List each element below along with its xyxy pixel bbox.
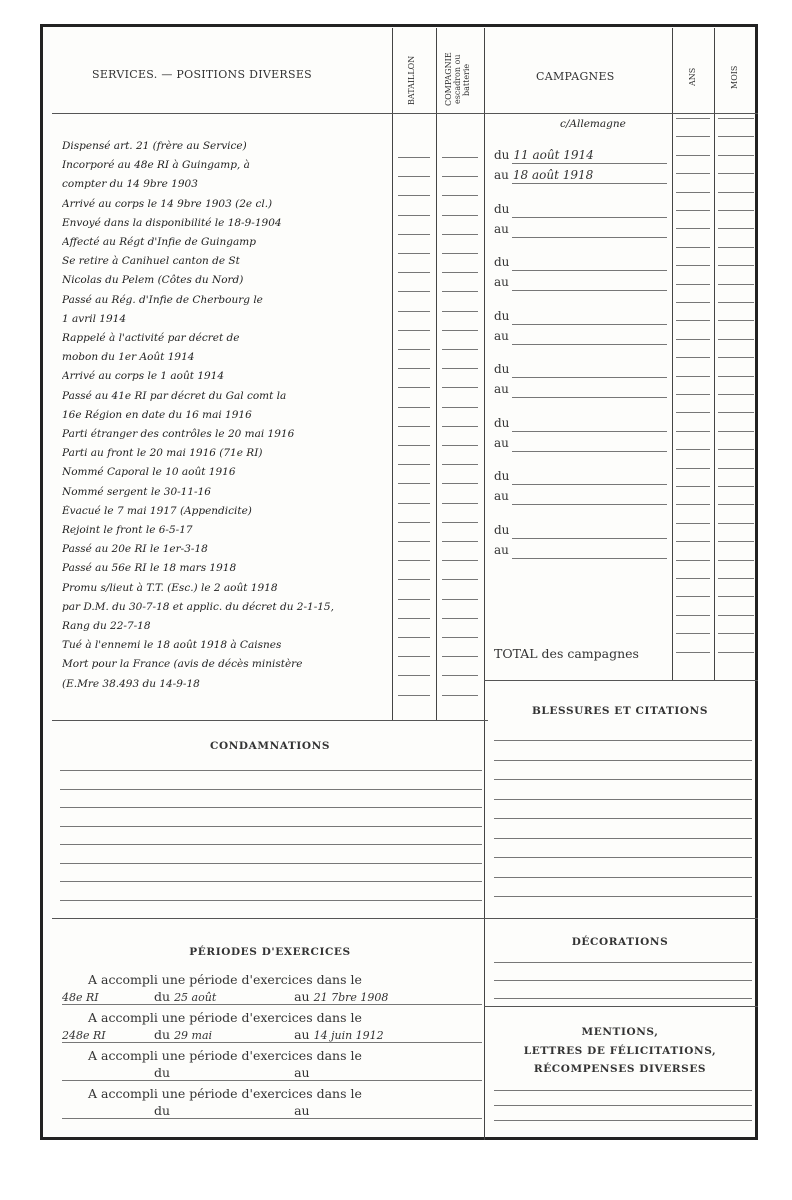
compagnie-row-rule — [442, 176, 478, 177]
periode-dates — [62, 1027, 384, 1042]
ans-row-rule — [676, 468, 710, 469]
periode-au-label: au — [294, 1103, 310, 1118]
ans-row-rule — [676, 376, 710, 377]
compagnie-row-rule — [442, 234, 478, 235]
compagnie-row-rule — [442, 195, 478, 196]
campagne-du-label: du — [494, 415, 510, 430]
bataillon-row-rule — [398, 675, 430, 676]
compagnie-row-rule — [442, 349, 478, 350]
service-entry: Parti étranger des contrôles le 20 mai 1916 — [62, 428, 295, 440]
periode-rule — [62, 1118, 482, 1119]
compagnie-row-rule — [442, 464, 478, 465]
periode-du-label: du — [154, 1065, 171, 1080]
bataillon-row-rule — [398, 407, 430, 408]
condamnations-title: CONDAMNATIONS — [210, 740, 330, 752]
campagne-du-label: du — [494, 469, 510, 483]
service-entry: Passé au 20e RI le 1er-3-18 — [62, 543, 208, 556]
compagnie-row-rule — [442, 330, 478, 331]
blessure-rule — [494, 818, 752, 819]
campagne-du-label: du — [494, 308, 510, 323]
condamnation-rule — [60, 770, 482, 771]
service-entry: Passé au Rég. d'Infie de Cherbourg le — [62, 293, 263, 306]
mois-row-rule — [718, 560, 754, 561]
compagnie-row-rule — [442, 522, 478, 523]
header-underline — [52, 113, 758, 114]
campagne-du — [494, 148, 594, 162]
mois-row-rule — [718, 412, 754, 413]
service-entry: Rang du 22-7-18 — [62, 620, 151, 632]
mention-rule — [494, 1120, 752, 1121]
mois-row-rule — [718, 486, 754, 487]
campagne-au-label: au — [494, 328, 509, 343]
bataillon-row-rule — [398, 637, 430, 638]
mention-rule — [494, 1105, 752, 1106]
bataillon-row-rule — [398, 541, 430, 542]
compagnie-row-rule — [442, 675, 478, 676]
compagnie-row-rule — [442, 368, 478, 369]
service-entry: Rappelé à l'activité par décret de — [62, 332, 240, 344]
periodes-divider — [52, 918, 488, 919]
campagne-au-label: au — [494, 382, 509, 396]
periode-text: A accompli une période d'exercices dans le — [88, 972, 362, 987]
blessure-rule — [494, 799, 752, 800]
campagne-au-label: au — [494, 435, 509, 450]
compagnie-row-rule — [442, 253, 478, 254]
ans-row-rule — [676, 247, 710, 248]
bataillon-row-rule — [398, 522, 430, 523]
ans-row-rule — [676, 394, 710, 395]
bataillon-row-rule — [398, 387, 430, 388]
decorations-title: DÉCORATIONS — [571, 936, 669, 948]
campagne-du-rule — [512, 324, 667, 325]
mois-row-rule — [718, 541, 754, 542]
ans-row-rule — [676, 155, 710, 156]
mois-row-rule — [718, 578, 754, 579]
service-entry: Affecté au Régt d'Infie de Guingamp — [62, 236, 256, 248]
ans-row-rule — [676, 578, 710, 579]
campagne-du — [494, 469, 513, 483]
bataillon-row-rule — [398, 176, 430, 177]
bataillon-row-rule — [398, 426, 430, 427]
service-entry: Nommé Caporal le 10 août 1916 — [62, 466, 236, 479]
blessure-rule — [494, 740, 752, 741]
mois-row-rule — [718, 155, 754, 156]
service-entry: Parti au front le 20 mai 1916 (71e RI) — [62, 447, 263, 460]
col-line-bataillon — [436, 28, 437, 720]
campagne-du-rule — [512, 377, 667, 378]
mois-row-rule — [718, 431, 754, 432]
service-entry: Dispensé art. 21 (frère au Service) — [62, 140, 247, 152]
bataillon-row-rule — [398, 157, 430, 158]
ans-row-rule — [676, 265, 710, 266]
compagnie-row-rule — [442, 215, 478, 216]
periode-text: A accompli une période d'exercices dans le — [88, 1010, 362, 1025]
bataillon-row-rule — [398, 330, 430, 331]
ans-row-rule — [676, 210, 710, 211]
campagne-country-note: c/Allemagne — [560, 118, 626, 130]
campagne-au — [494, 489, 513, 503]
compagnie-row-rule — [442, 695, 478, 696]
condamnation-rule — [60, 844, 482, 845]
campagne-au — [494, 168, 593, 182]
ans-row-rule — [676, 320, 710, 321]
mois-row-rule — [718, 247, 754, 248]
blessure-rule — [494, 857, 752, 858]
campagne-au-value: 18 août 1918 — [512, 168, 594, 182]
mois-row-rule — [718, 615, 754, 616]
ans-row-rule — [676, 615, 710, 616]
campagne-du — [494, 309, 513, 323]
mois-row-rule — [718, 265, 754, 266]
compagnie-row-rule — [442, 483, 478, 484]
decorations-divider — [484, 918, 758, 919]
bataillon-row-rule — [398, 483, 430, 484]
service-entry: Évacué le 7 mai 1917 (Appendicite) — [62, 504, 252, 517]
mention-rule — [494, 1090, 752, 1091]
compagnie-row-rule — [442, 579, 478, 580]
bataillon-row-rule — [398, 579, 430, 580]
periode-au-label: au — [294, 989, 310, 1004]
compagnie-row-rule — [442, 445, 478, 446]
periode-text: A accompli une période d'exercices dans le — [88, 1048, 362, 1063]
service-entry: Arrivé au corps le 1 août 1914 — [62, 370, 225, 383]
bataillon-row-rule — [398, 195, 430, 196]
periode-du-label: du — [154, 1103, 171, 1118]
mois-row-rule — [718, 596, 754, 597]
periode-au-value: 21 7bre 1908 — [313, 991, 389, 1004]
mois-row-rule — [718, 302, 754, 303]
col-line-ans — [714, 28, 715, 680]
blessure-rule — [494, 877, 752, 878]
ans-row-rule — [676, 560, 710, 561]
compagnie-row-rule — [442, 407, 478, 408]
campagne-du-rule — [512, 484, 667, 485]
decoration-rule — [494, 980, 752, 981]
services-header: SERVICES. — POSITIONS DIVERSES — [92, 68, 313, 81]
campagne-au-rule — [512, 344, 667, 345]
service-entry: Arrivé au corps le 14 9bre 1903 (2e cl.) — [62, 197, 273, 210]
campagnes-total-divider — [484, 680, 758, 681]
service-entry: 16e Région en date du 16 mai 1916 — [62, 408, 252, 421]
bataillon-row-rule — [398, 368, 430, 369]
campagne-au — [494, 436, 513, 450]
ans-row-rule — [676, 228, 710, 229]
mentions-line-2: LETTRES DE FÉLICITATIONS, — [523, 1045, 717, 1057]
bataillon-row-rule — [398, 599, 430, 600]
service-entry: Se retire à Canihuel canton de St — [62, 255, 240, 268]
campagne-au-label: au — [494, 221, 509, 236]
periode-dates — [62, 1103, 314, 1118]
upper-lower-divider — [52, 720, 488, 721]
mois-row-rule — [718, 136, 754, 137]
compagnie-row-rule — [442, 272, 478, 273]
mois-header: MOIS — [730, 65, 739, 89]
service-entry: Nommé sergent le 30-11-16 — [62, 485, 211, 498]
periode-dates — [62, 1065, 314, 1080]
service-entry: Passé au 41e RI par décret du Gal comt la — [62, 389, 287, 402]
periode-du-value: 25 août — [174, 991, 217, 1004]
service-entry: Tué à l'ennemi le 18 août 1918 à Caisnes — [62, 639, 282, 652]
ans-row-rule — [676, 504, 710, 505]
mois-row-rule — [718, 504, 754, 505]
col-line-services — [392, 28, 393, 720]
campagne-du — [494, 255, 513, 269]
ans-row-rule — [676, 192, 710, 193]
bataillon-row-rule — [398, 695, 430, 696]
campagne-au — [494, 382, 513, 396]
mois-row-rule — [718, 652, 754, 653]
ans-row-rule — [676, 633, 710, 634]
service-entry: par D.M. du 30-7-18 et applic. du décret du 2-1-15, — [62, 600, 334, 613]
service-entry: Rejoint le front le 6-5-17 — [62, 524, 193, 536]
bataillon-row-rule — [398, 291, 430, 292]
campagne-du-label: du — [494, 362, 510, 376]
bataillon-row-rule — [398, 349, 430, 350]
campagne-au — [494, 329, 513, 343]
ans-row-rule — [676, 652, 710, 653]
campagne-du-rule — [512, 270, 667, 271]
ans-header: ANS — [688, 67, 697, 87]
periode-du-value: 29 mai — [174, 1029, 213, 1042]
condamnation-rule — [60, 881, 482, 882]
ans-row-rule — [676, 302, 710, 303]
campagne-du-label: du — [494, 255, 510, 269]
blessure-rule — [494, 838, 752, 839]
compagnie-row-rule — [442, 599, 478, 600]
campagne-du-label: du — [494, 148, 510, 162]
compagnie-row-rule — [442, 387, 478, 388]
campagne-du-rule — [512, 163, 667, 164]
campagne-du — [494, 362, 513, 376]
campagne-du-rule — [512, 431, 667, 432]
mois-row-rule — [718, 633, 754, 634]
periode-du-label: du — [154, 989, 171, 1004]
campagne-au-rule — [512, 558, 667, 559]
service-entry: Incorporé au 48e RI à Guingamp, à — [62, 159, 250, 172]
mois-row-rule — [718, 523, 754, 524]
ans-row-rule — [676, 118, 710, 119]
service-entry: Envoyé dans la disponibilité le 18-9-1904 — [62, 216, 282, 229]
bataillon-row-rule — [398, 234, 430, 235]
service-entry: Nicolas du Pelem (Côtes du Nord) — [62, 274, 244, 287]
service-entry: 1 avril 1914 — [62, 312, 127, 325]
mois-row-rule — [718, 173, 754, 174]
periode-au-value: 14 juin 1912 — [313, 1029, 384, 1042]
service-entry: Mort pour la France (avis de décès ministère — [62, 658, 303, 671]
col-line-compagnie — [484, 28, 485, 1140]
mois-row-rule — [718, 357, 754, 358]
compagnie-row-rule — [442, 503, 478, 504]
mois-row-rule — [718, 376, 754, 377]
campagne-au-rule — [512, 183, 667, 184]
campagne-du — [494, 416, 513, 430]
campagnes-total: TOTAL des campagnes — [494, 646, 639, 661]
campagne-du — [494, 523, 513, 537]
periode-rule — [62, 1042, 482, 1043]
bataillon-row-rule — [398, 503, 430, 504]
blessures-title: BLESSURES ET CITATIONS — [531, 705, 709, 717]
campagne-au-rule — [512, 451, 667, 452]
ans-row-rule — [676, 412, 710, 413]
service-entry: Passé au 56e RI le 18 mars 1918 — [62, 562, 237, 575]
condamnation-rule — [60, 807, 482, 808]
campagne-au-rule — [512, 504, 667, 505]
mois-row-rule — [718, 192, 754, 193]
compagnie-row-rule — [442, 541, 478, 542]
compagnie-row-rule — [442, 426, 478, 427]
bataillon-row-rule — [398, 618, 430, 619]
mois-row-rule — [718, 118, 754, 119]
condamnation-rule — [60, 826, 482, 827]
condamnation-rule — [60, 863, 482, 864]
campagne-du-rule — [512, 217, 667, 218]
periode-unit: 248e RI — [62, 1029, 106, 1042]
campagne-du-label: du — [494, 201, 510, 216]
campagne-au-label: au — [494, 489, 509, 503]
bataillon-row-rule — [398, 311, 430, 312]
periode-unit: 48e RI — [62, 991, 99, 1004]
campagne-du — [494, 202, 513, 216]
compagnie-row-rule — [442, 618, 478, 619]
campagne-au-label: au — [494, 168, 509, 182]
blessure-rule — [494, 896, 752, 897]
mentions-divider — [484, 1006, 758, 1007]
col-line-campagnes — [672, 28, 673, 680]
compagnie-row-rule — [442, 637, 478, 638]
compagnie-row-rule — [442, 560, 478, 561]
bataillon-row-rule — [398, 656, 430, 657]
mentions-line-1: MENTIONS, — [581, 1026, 659, 1038]
campagne-du-value: 11 août 1914 — [513, 148, 594, 162]
campagne-au — [494, 222, 513, 236]
mois-row-rule — [718, 468, 754, 469]
ans-row-rule — [676, 486, 710, 487]
campagne-au-rule — [512, 397, 667, 398]
service-entry: compter du 14 9bre 1903 — [62, 178, 198, 191]
bataillon-row-rule — [398, 253, 430, 254]
mois-row-rule — [718, 449, 754, 450]
ans-row-rule — [676, 284, 710, 285]
periode-au-label: au — [294, 1065, 310, 1080]
condamnation-rule — [60, 789, 482, 790]
campagne-du-rule — [512, 538, 667, 539]
compagnie-row-rule — [442, 291, 478, 292]
campagne-au-label: au — [494, 275, 509, 289]
campagne-au-label: au — [494, 542, 509, 557]
periode-dates — [62, 989, 388, 1004]
service-entry: Promu s/lieut à T.T. (Esc.) le 2 août 1918 — [62, 581, 278, 594]
periode-au-label: au — [294, 1027, 310, 1042]
campagnes-header: CAMPAGNES — [536, 70, 615, 83]
ans-row-rule — [676, 173, 710, 174]
ans-row-rule — [676, 339, 710, 340]
blessure-rule — [494, 760, 752, 761]
blessure-rule — [494, 779, 752, 780]
ans-row-rule — [676, 523, 710, 524]
periode-du-label: du — [154, 1027, 171, 1042]
bataillon-row-rule — [398, 445, 430, 446]
ans-row-rule — [676, 136, 710, 137]
campagne-au — [494, 275, 513, 289]
decoration-rule — [494, 962, 752, 963]
service-entry: (E.Mre 38.493 du 14-9-18 — [62, 677, 200, 690]
mois-row-rule — [718, 284, 754, 285]
ans-row-rule — [676, 431, 710, 432]
compagnie-row-rule — [442, 311, 478, 312]
periode-text: A accompli une période d'exercices dans le — [88, 1086, 362, 1101]
compagnie-header: COMPAGNIE escadron ou batterie — [444, 52, 471, 107]
mois-row-rule — [718, 339, 754, 340]
bataillon-row-rule — [398, 272, 430, 273]
ans-row-rule — [676, 541, 710, 542]
service-entry: mobon du 1er Août 1914 — [62, 351, 195, 364]
periodes-title: PÉRIODES D'EXERCICES — [189, 946, 351, 958]
compagnie-row-rule — [442, 157, 478, 158]
mentions-line-3: RÉCOMPENSES DIVERSES — [533, 1063, 707, 1075]
condamnation-rule — [60, 900, 482, 901]
mois-row-rule — [718, 228, 754, 229]
campagne-au-rule — [512, 290, 667, 291]
bataillon-row-rule — [398, 464, 430, 465]
bataillon-row-rule — [398, 215, 430, 216]
campagne-au — [494, 543, 513, 557]
compagnie-row-rule — [442, 656, 478, 657]
ans-row-rule — [676, 357, 710, 358]
campagne-du-label: du — [494, 522, 510, 537]
bataillon-row-rule — [398, 560, 430, 561]
decoration-rule — [494, 998, 752, 999]
ans-row-rule — [676, 596, 710, 597]
mois-row-rule — [718, 320, 754, 321]
ans-row-rule — [676, 449, 710, 450]
campagne-au-rule — [512, 237, 667, 238]
periode-rule — [62, 1004, 482, 1005]
mois-row-rule — [718, 394, 754, 395]
periode-rule — [62, 1080, 482, 1081]
bataillon-header: BATAILLON — [407, 55, 416, 105]
mois-row-rule — [718, 210, 754, 211]
